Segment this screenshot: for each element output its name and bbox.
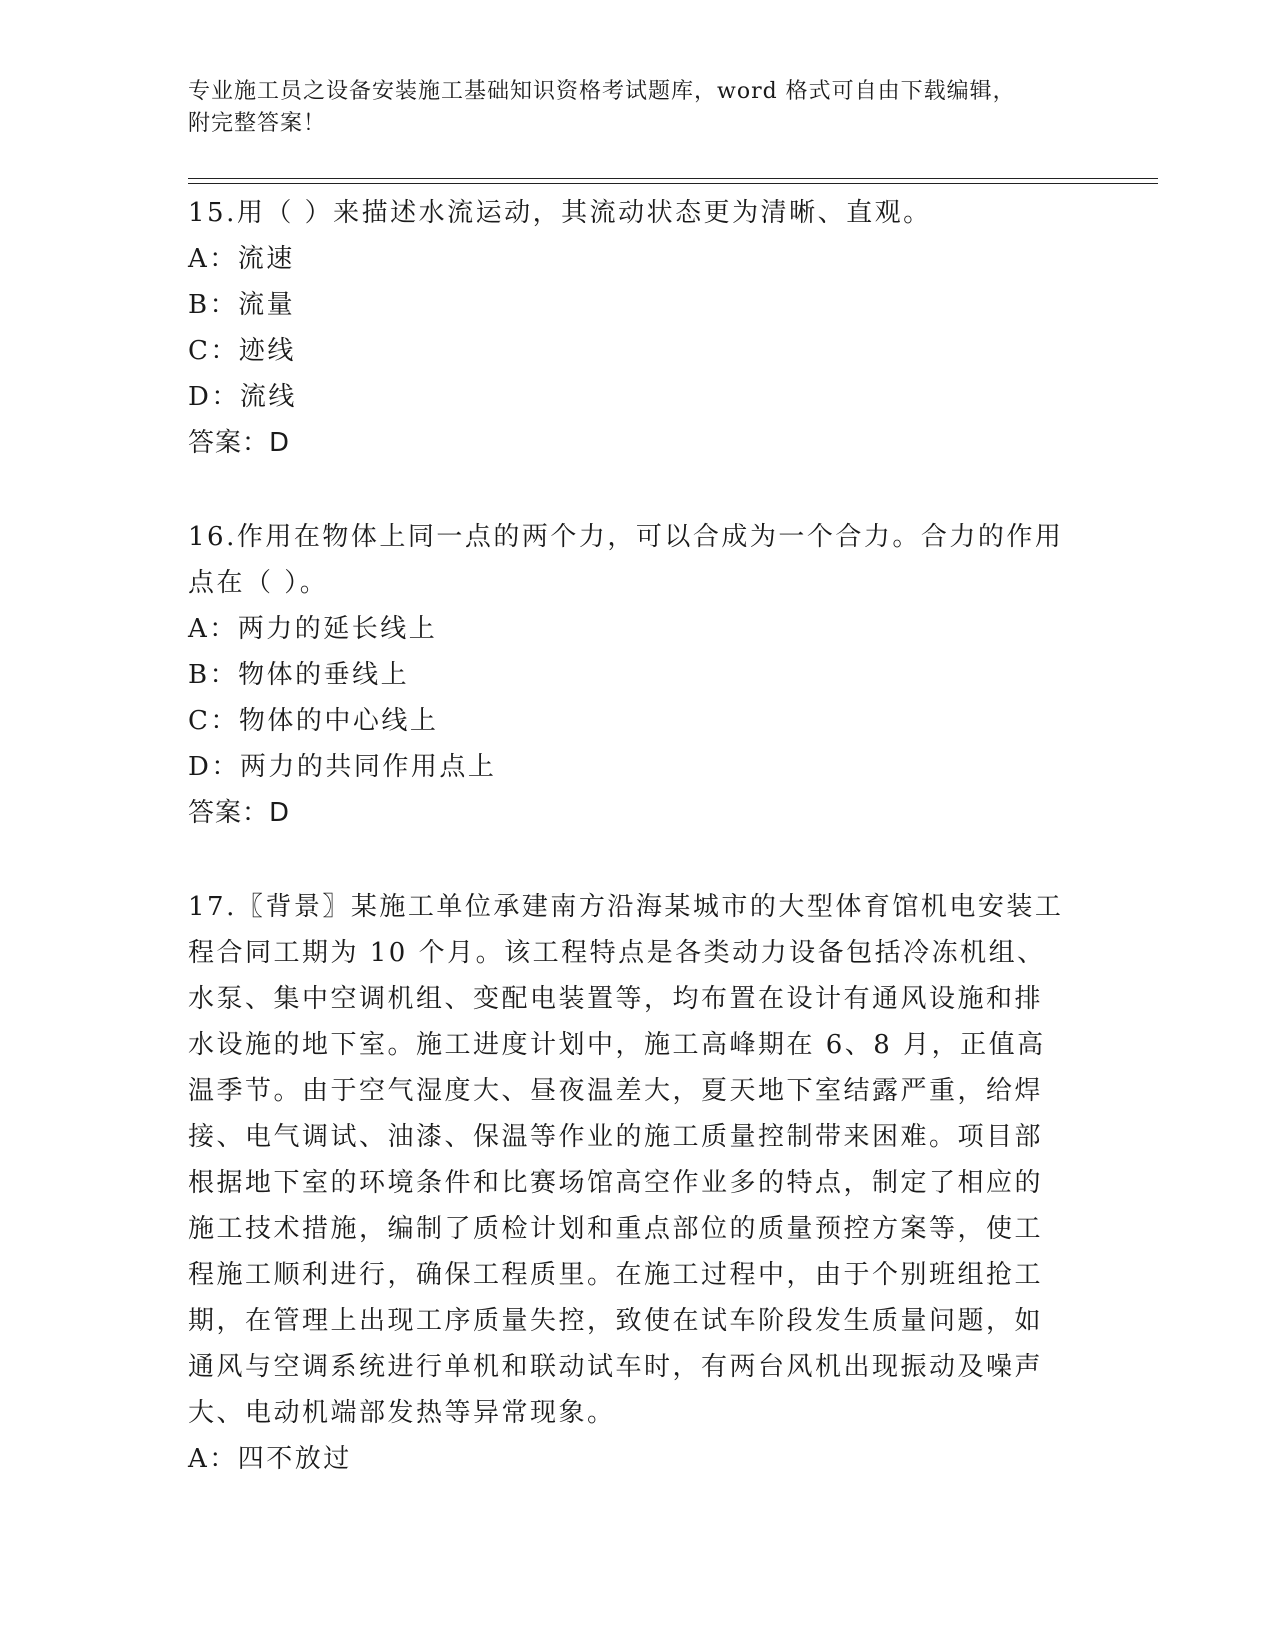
answer: 答案：D [188,798,291,828]
answer: 答案：D [188,428,291,458]
question-stem: 15.用（ ）来描述水流运动，其流动状态更为清晰、直观。 [188,198,932,228]
question-stem: 17.〖背景〗某施工单位承建南方沿海某城市的大型体育馆机电安装工程合同工期为 10 个月。该工程特点是各类动力设备包括冷冻机组、水泵、集中空调机组、变配电装置等，均布置在设计有通风设施和排水设施的地下室。施工进度计划中，施工高峰期在 6、8 月，正值高温季节。由于空气湿度大、昼夜温差大，夏天地下室结露严重，给焊接、电气调试、油漆、保温等作业的施工质量控制带来困难。项目部根据地下室的环境条件和比赛场馆高空作业多的特点，制定了相应的施工技术措施，编制了质检计划和重点部位的质量预控方案等，使工程施工顺利进行，确保工程质里。在施工过程中，由于个别班组抢工期，在管理上出现工序质量失控，致使在试车阶段发生质量问题，如通风与空调系统进行单机和联动试车时，有两台风机出现振动及噪声大、电动机端部发热等异常现象。 [188,892,1064,1428]
question-15 [188,190,1068,466]
question-16 [188,514,1068,836]
option-a: A：四不放过 [188,1444,352,1474]
option-c: C：迹线 [188,336,296,366]
header-rule-top [188,178,1158,179]
option-b: B：物体的垂线上 [188,660,410,690]
option-a: A：两力的延长线上 [188,614,438,644]
document-header [188,76,1088,140]
header-rule-bottom [188,183,1158,184]
option-a: A：流速 [188,244,295,274]
question-list [188,190,1068,1530]
header-line-2: 附完整答案！ [188,111,327,136]
option-d: D：两力的共同作用点上 [188,752,497,782]
question-17 [188,884,1068,1482]
header-line-1: 专业施工员之设备安装施工基础知识资格考试题库，word 格式可自由下载编辑， [188,79,1016,104]
question-stem: 16.作用在物体上同一点的两个力，可以合成为一个合力。合力的作用点在（ ）。 [188,522,1064,598]
option-c: C：物体的中心线上 [188,706,439,736]
option-b: B：流量 [188,290,296,320]
option-d: D：流线 [188,382,297,412]
